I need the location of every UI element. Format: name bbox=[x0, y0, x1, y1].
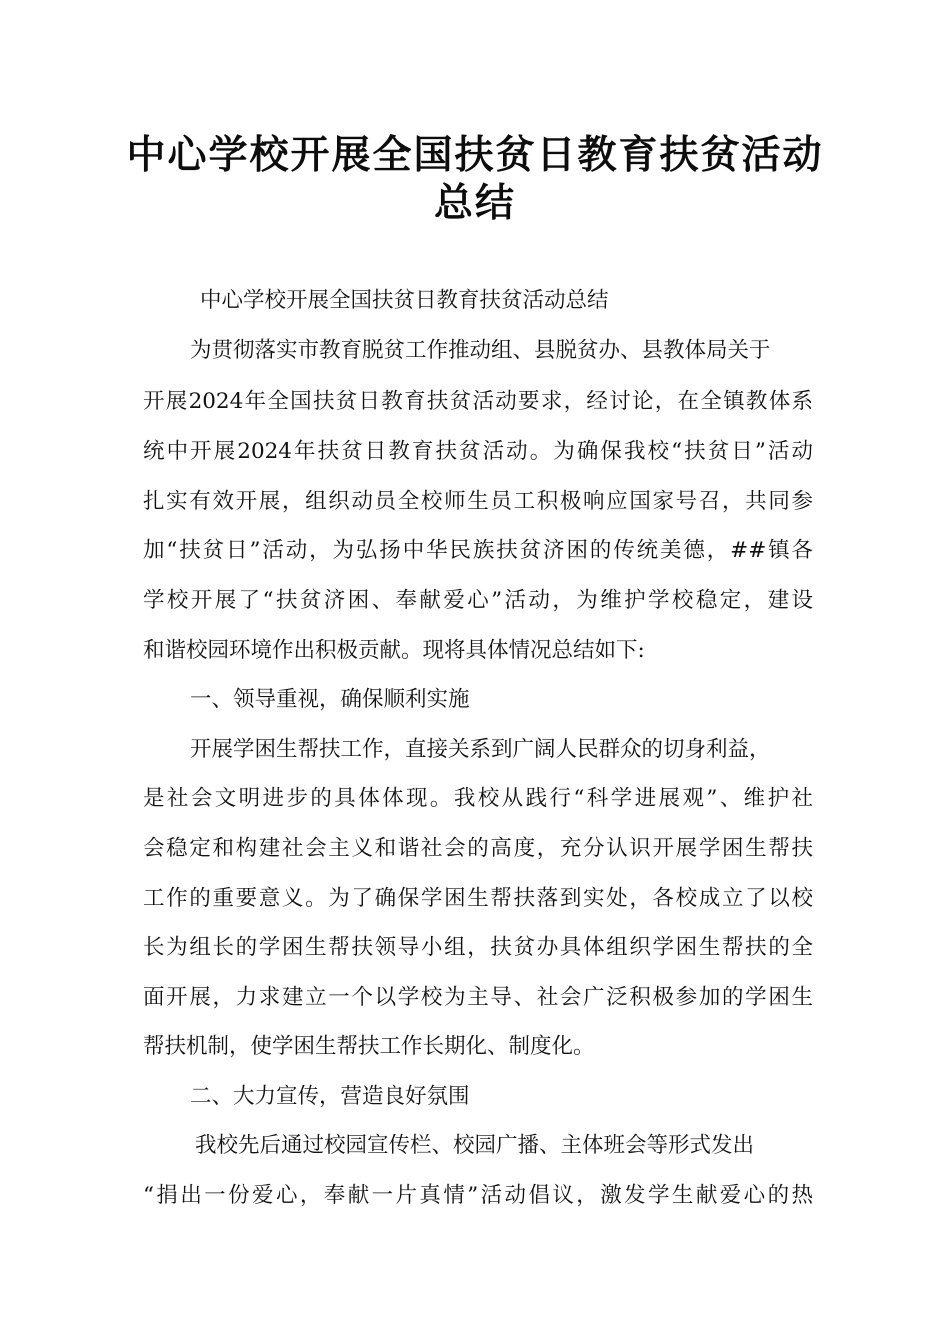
paragraph-2-line-7: 帮扶机制，使学困生帮扶工作长期化、制度化。 bbox=[143, 1034, 595, 1059]
paragraph-1-line-4: 扎实有效开展，组织动员全校师生员工积极响应国家号召，共同参 bbox=[143, 489, 813, 514]
paragraph-3-line-1: 我校先后通过校园宣传栏、校园广播、主体班会等形式发出 bbox=[195, 1133, 755, 1158]
section-heading-1: 一、领导重视，确保顺利实施 bbox=[190, 687, 470, 712]
paragraph-1-line-3: 统中开展2024年扶贫日教育扶贫活动。为确保我校“扶贫日”活动 bbox=[143, 439, 813, 464]
document-title-line-2: 总结 bbox=[433, 181, 516, 226]
subtitle-line: 中心学校开展全国扶贫日教育扶贫活动总结 bbox=[200, 288, 609, 313]
paragraph-1-line-2: 开展2024年全国扶贫日教育扶贫活动要求，经讨论，在全镇教体系 bbox=[143, 389, 813, 414]
paragraph-3-line-2: “捐出一份爱心，奉献一片真情”活动倡议，激发学生献爱心的热 bbox=[143, 1183, 813, 1208]
section-heading-2: 二、大力宣传，营造良好氛围 bbox=[190, 1084, 470, 1109]
paragraph-1-line-7: 和谐校园环境作出积极贡献。现将具体情况总结如下: bbox=[143, 638, 645, 663]
paragraph-2-line-4: 工作的重要意义。为了确保学困生帮扶落到实处，各校成立了以校 bbox=[143, 886, 813, 911]
paragraph-2-line-3: 会稳定和构建社会主义和谐社会的高度，充分认识开展学困生帮扶 bbox=[143, 836, 813, 861]
paragraph-2-line-2: 是社会文明进步的具体体现。我校从践行“科学进展观”、维护社 bbox=[143, 786, 813, 811]
paragraph-1-line-5: 加“扶贫日”活动，为弘扬中华民族扶贫济困的传统美德，##镇各 bbox=[143, 538, 813, 563]
paragraph-1-line-1: 为贯彻落实市教育脱贫工作推动组、县脱贫办、县教体局关于 bbox=[190, 338, 771, 363]
document-title-line-1: 中心学校开展全国扶贫日教育扶贫活动 bbox=[126, 133, 824, 178]
paragraph-2-line-6: 面开展，力求建立一个以学校为主导、社会广泛积极参加的学困生 bbox=[143, 985, 813, 1010]
paragraph-1-line-6: 学校开展了“扶贫济困、奉献爱心”活动，为维护学校稳定，建设 bbox=[143, 588, 813, 613]
paragraph-2-line-1: 开展学困生帮扶工作，直接关系到广阔人民群众的切身利益， bbox=[190, 737, 771, 762]
paragraph-2-line-5: 长为组长的学困生帮扶领导小组，扶贫办具体组织学困生帮扶的全 bbox=[143, 935, 813, 960]
